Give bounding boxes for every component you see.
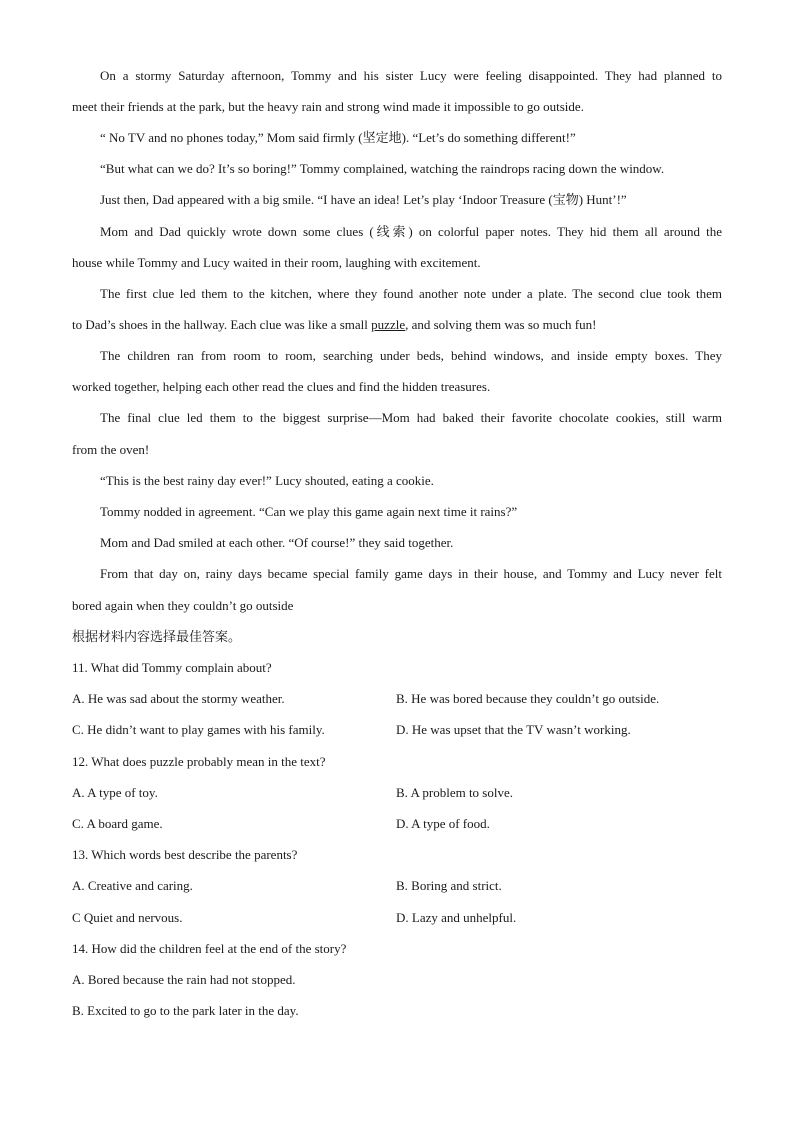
paragraph-2: “ No TV and no phones today,” Mom said firmly (坚定地). “Let’s do something different!” xyxy=(100,130,576,145)
option-a: A. A type of toy. xyxy=(72,785,158,800)
option-c: C. He didn’t want to play games with his family. xyxy=(72,722,325,737)
paragraph-10: Tommy nodded in agreement. “Can we play this game again next time it rains?” xyxy=(100,504,518,519)
instruction: 根据材料内容选择最佳答案。 xyxy=(72,629,242,644)
paragraph-1-line-2: meet their friends at the park, but the heavy rain and strong wind made it impossible to go outside. xyxy=(72,99,584,114)
paragraph-8-line-2: from the oven! xyxy=(72,442,150,457)
paragraph-5-line-2: house while Tommy and Lucy waited in their room, laughing with excitement. xyxy=(72,255,481,270)
paragraph-1-line-1: On a stormy Saturday afternoon, Tommy and his sister Lucy were feeling disappointed. They had planned to xyxy=(100,68,722,83)
paragraph-3: “But what can we do? It’s so boring!” Tommy complained, watching the raindrops racing down the window. xyxy=(100,161,665,176)
option-c: C. A board game. xyxy=(72,816,163,831)
question-stem: 12. What does puzzle probably mean in the text? xyxy=(72,754,326,769)
option-b: B. Excited to go to the park later in the day. xyxy=(72,1003,299,1018)
question-stem: 14. How did the children feel at the end of the story? xyxy=(72,941,347,956)
paragraph-6-text-a: to Dad’s shoes in the hallway. Each clue was like a small xyxy=(72,317,372,332)
paragraph-6-text-b: , and solving them was so much fun! xyxy=(405,317,597,332)
paragraph-6-line-2 xyxy=(72,317,722,333)
paragraph-9: “This is the best rainy day ever!” Lucy shouted, eating a cookie. xyxy=(100,473,434,488)
option-b: B. Boring and strict. xyxy=(396,878,502,893)
option-a: A. Bored because the rain had not stopped. xyxy=(72,972,296,987)
paragraph-12-line-2: bored again when they couldn’t go outside xyxy=(72,598,294,613)
paragraph-5-line-1: Mom and Dad quickly wrote down some clues (线索) on colorful paper notes. They hid them all around the xyxy=(100,224,722,239)
option-d: D. Lazy and unhelpful. xyxy=(396,910,517,925)
option-a: A. He was sad about the stormy weather. xyxy=(72,691,285,706)
option-c: C Quiet and nervous. xyxy=(72,910,183,925)
paragraph-8-line-1: The final clue led them to the biggest surprise—Mom had baked their favorite chocolate cookies, still warm xyxy=(100,410,722,425)
option-d: D. He was upset that the TV wasn’t working. xyxy=(396,722,631,737)
underlined-word-puzzle: puzzle xyxy=(371,317,406,332)
question-stem: 11. What did Tommy complain about? xyxy=(72,660,272,675)
paragraph-12-line-1: From that day on, rainy days became special family game days in their house, and Tommy and Lucy never felt xyxy=(100,566,722,581)
question-stem: 13. Which words best describe the parents? xyxy=(72,847,298,862)
option-b: B. He was bored because they couldn’t go outside. xyxy=(396,691,660,706)
option-a: A. Creative and caring. xyxy=(72,878,193,893)
paragraph-6-line-1: The first clue led them to the kitchen, where they found another note under a plate. The second clue took them xyxy=(100,286,722,301)
paragraph-11: Mom and Dad smiled at each other. “Of course!” they said together. xyxy=(100,535,454,550)
paragraph-7-line-1: The children ran from room to room, searching under beds, behind windows, and inside empty boxes. They xyxy=(100,348,722,363)
option-b: B. A problem to solve. xyxy=(396,785,513,800)
option-d: D. A type of food. xyxy=(396,816,490,831)
paragraph-7-line-2: worked together, helping each other read the clues and find the hidden treasures. xyxy=(72,379,491,394)
paragraph-4: Just then, Dad appeared with a big smile. “I have an idea! Let’s play ‘Indoor Treasure (宝物) Hunt’!” xyxy=(100,192,627,207)
